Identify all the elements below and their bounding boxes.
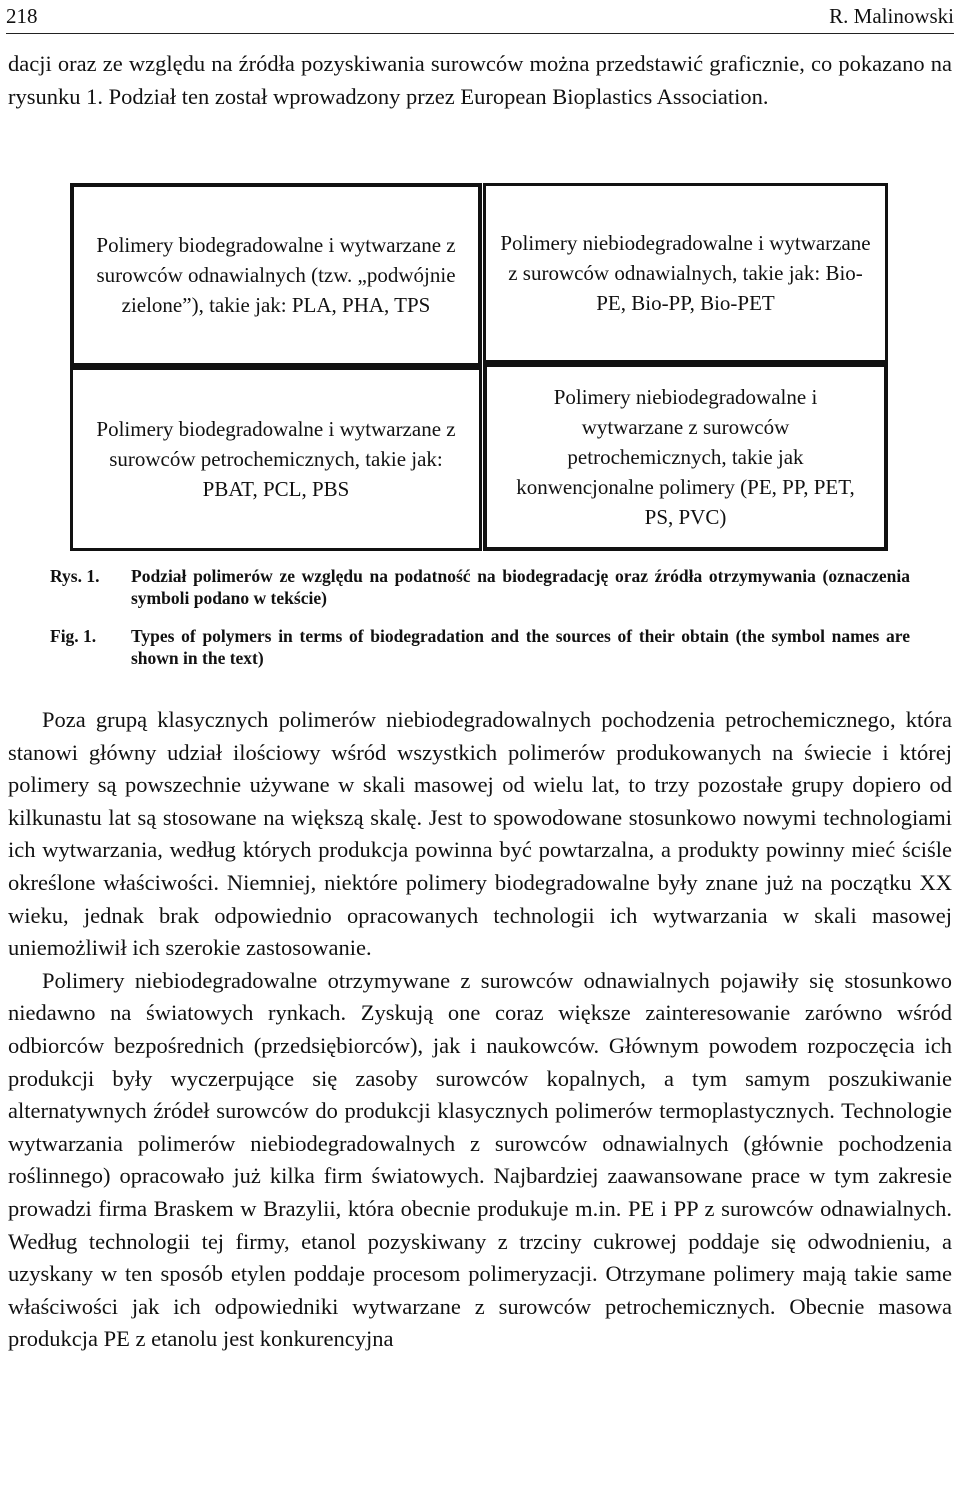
- page-header: [6, 0, 954, 32]
- intro-paragraph: dacji oraz ze względu na źródła pozyskiwania surowców można przedstawić graficznie, co pokazano na rysunku 1. Podział ten został wprowadzony przez European Bioplastics Association.: [8, 51, 952, 109]
- paragraph: Poza grupą klasycznych polimerów niebiodegradowalnych pochodzenia petrochemicznego, która stanowi główny udział ilościowy wśród wszystkich polimerów produkowanych na świecie i której polimery są powszechnie używane w skali masowej od wielu lat, to trzy pozostałe grupy dopiero od kilkunastu lat są stosowane na większą skalę. Jest to spowodowane stosunkowo nowymi technologiami ich wytwarzania, według których produkcja powinna być powtarzalna, a produkty powinny mieć ściśle określone właściwości. Niemniej, niektóre polimery biodegradowalne były znane już na początku XX wieku, jednak brak odpowiednio opracowanych technologii ich wytwarzania w skali masowej uniemożliwił ich szerokie zastosowanie.: [8, 707, 952, 961]
- box-biodegradable-petrochemical: [70, 367, 482, 551]
- figure-caption-pl: [50, 565, 910, 609]
- box-text: Polimery biodegradowalne i wytwarzane z surowców petrochemicznych, takie jak: PBAT, PCL, PBS: [96, 417, 456, 501]
- box-nonbiodegradable-renewable: [483, 183, 888, 363]
- paragraph: Polimery niebiodegradowalne otrzymywane z surowców odnawialnych pojawiły się stosunkowo niedawno na światowych rynkach. Zyskują one coraz większe zainteresowanie zarówno wśród odbiorców bezpośrednich (przedsiębiorców), jak i naukowców. Głównym powodem rozpoczęcia ich produkcji były wyczerpujące się zasoby surowców kopalnych, a tym samym poszukiwanie alternatywnych źródeł surowców do produkcji klasycznych polimerów termoplastycznych. Technologie wytwarzania polimerów niebiodegradowalnych z surowców odnawialnych (głównie pochodzenia roślinnego) opracowało już kilka firm światowych. Najbardziej zaawansowane prace w tym zakresie prowadzi firma Braskem w Brazylii, która obecnie produkuje m.in. PE i PP z surowców odnawialnych. Według technologii tej firmy, etanol pozyskiwany z trzciny cukrowej poddaje się odwodnieniu, a uzyskany w ten sposób etylen poddaje procesom polimeryzacji. Otrzymane polimery mają takie same właściwości jak ich odpowiedniki wytwarzane z surowców petrochemicznych. Obecnie masowa produkcja PE z etanolu jest konkurencyjna: [8, 967, 952, 1352]
- box-biodegradable-renewable: [70, 183, 482, 367]
- box-text: Polimery niebiodegradowalne i wytwarzane z surowców petrochemicznych, takie jak konwencjonalne polimery (PE, PP, PET, PS, PVC): [516, 385, 855, 529]
- page-number: 218: [6, 3, 38, 28]
- caption-label: Fig. 1.: [50, 626, 97, 646]
- caption-label: Rys. 1.: [50, 566, 100, 586]
- caption-text: Podział polimerów ze względu na podatność na biodegradację oraz źródła otrzymywania (oznaczenia symboli podano w tekście): [131, 566, 910, 608]
- classification-diagram: [70, 183, 888, 551]
- body-text: [8, 704, 952, 1356]
- box-nonbiodegradable-petrochemical: [483, 363, 888, 551]
- box-text: Polimery niebiodegradowalne i wytwarzane z surowców odnawialnych, takie jak: Bio-PE, Bio-PP, Bio-PET: [500, 231, 871, 315]
- caption-text: Types of polymers in terms of biodegradation and the sources of their obtain (the symbol names are shown in the text): [131, 626, 910, 668]
- box-text: Polimery biodegradowalne i wytwarzane z surowców odnawialnych (tzw. „podwójnie zielone”), takie jak: PLA, PHA, TPS: [96, 233, 456, 317]
- figure-caption-en: [50, 625, 910, 669]
- running-author: R. Malinowski: [829, 3, 954, 28]
- header-rule: [6, 33, 954, 34]
